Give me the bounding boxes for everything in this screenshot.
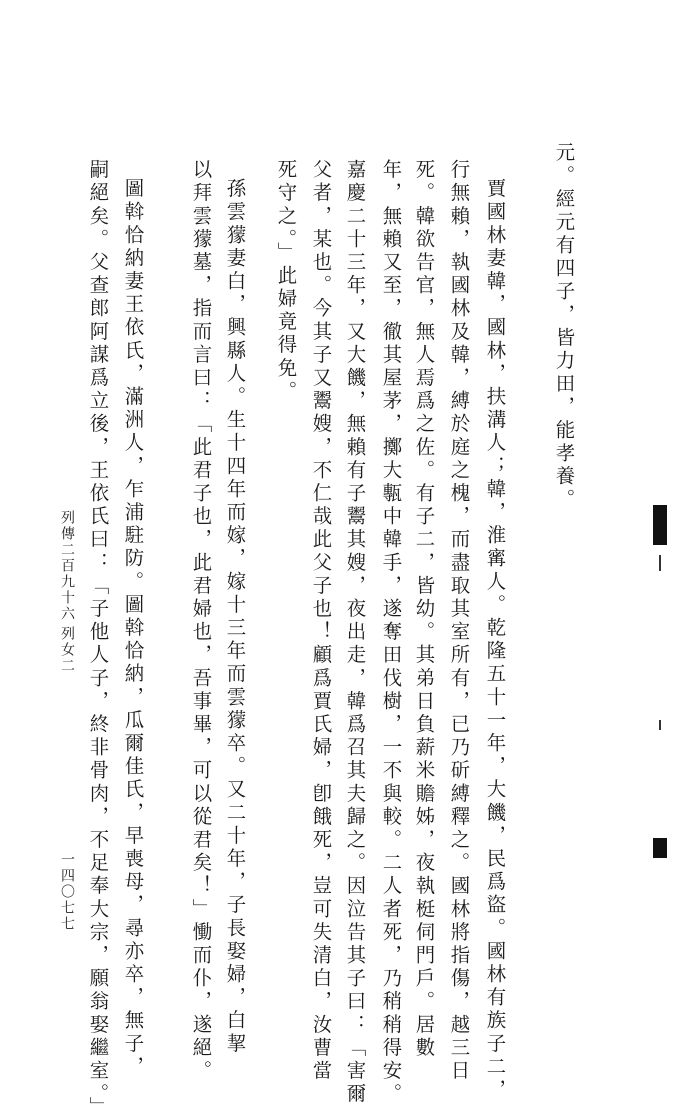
binding-mark-bottom: [653, 838, 667, 858]
text-column-3: 行無賴，執國林及韓，縛於庭之槐，而盡取其室所有，已乃斫縛釋之。國林將指傷，越三日: [447, 159, 471, 1083]
text-column-10: 以拜雲獴墓，指而言曰：「此君子也，此君婦也，吾事畢，可以從君矣！」慟而仆，遂絕。: [189, 159, 213, 1083]
text-column-4: 死。韓欲告官，無人焉爲之佐。有子二，皆幼。其弟日負薪米贍姊，夜執梃伺門戶。居數: [412, 159, 436, 1060]
text-column-6: 嘉慶二十三年，又大饑，無賴有子鬻其嫂，夜出走，韓爲召其夫歸之。因泣告其子曰：「害爾: [343, 159, 367, 1107]
footer-subsection-title: 列女二: [59, 626, 75, 674]
text-column-2: 賈國林妻韓，國林，扶溝人；韓，淮寗人。乾隆五十一年，大饑，民爲盜。國林有族子二，: [483, 178, 507, 1102]
text-column-7: 父者，某也。今其子又鬻嫂，不仁哉此父子也！顧爲賈氏婦，卽餓死，豈可失清白，汝曹當: [309, 159, 333, 1083]
text-column-8: 死守之。」此婦竟得免。: [274, 159, 298, 404]
text-column-9: 孫雲獴妻白，興縣人。生十四年而嫁，嫁十三年而雲獴卒。又二十年，子長娶婦，白挈: [223, 178, 247, 1056]
binding-tick-top: [659, 555, 661, 571]
binding-tick-bottom: [659, 720, 661, 730]
text-column-11: 圖斡恰納妻王依氏，滿洲人，乍浦駐防。圖斡恰納，瓜爾佳氏，早喪母，尋亦卒，無子，: [121, 178, 145, 1079]
text-column-12: 嗣絕矣。父查郎阿謀爲立後，王依氏曰：「子他人子，終非骨肉，不足奉大宗，願翁娶繼室。」: [86, 159, 110, 1120]
text-column-5: 年，無賴又至，徹其屋茅，擲大甎中韓手，遂奪田伐樹，一不與較。二人者死，乃稍稍得安。: [379, 159, 403, 1107]
footer-section-title: 列傳二百九十六: [59, 510, 75, 622]
binding-mark-top: [653, 505, 667, 545]
text-column-1: 元。經元有四子，皆力田，能孝養。: [552, 142, 576, 512]
page-number: 一四〇七七: [59, 852, 75, 932]
